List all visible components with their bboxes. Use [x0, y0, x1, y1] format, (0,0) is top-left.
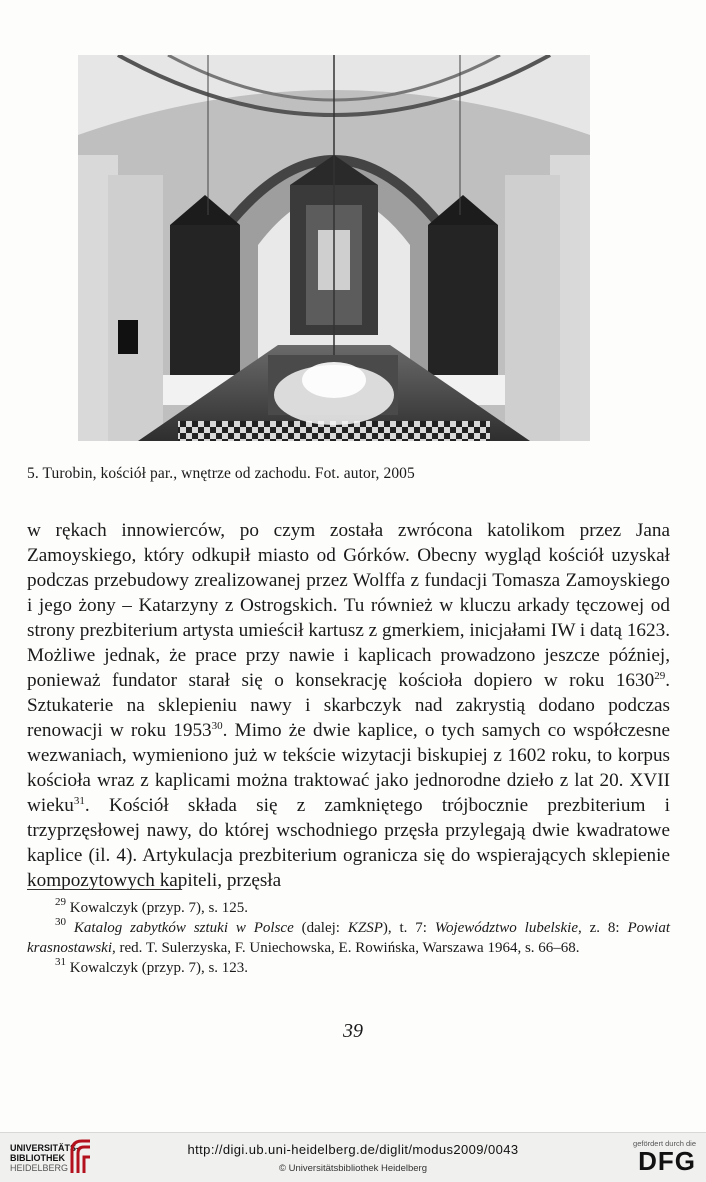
body-paragraph: [27, 518, 670, 893]
footnote-number-29: 29: [55, 896, 66, 908]
figure-caption: 5. Turobin, kościół par., wnętrze od zachodu. Fot. autor, 2005: [27, 465, 415, 482]
library-name-line-3: HEIDELBERG: [10, 1163, 69, 1173]
funded-by-label: gefördert durch die: [633, 1139, 696, 1148]
body-text-part-3: . Mimo że dwie kaplice, o tych samych co współczesne wezwaniach, wymieniono już w tekście wizytacji biskupiej z 1602 roku, to korpus kościoła wraz z kaplicami można traktować jako jednorodne dzieło z lat 20. XVII wieku: [27, 720, 670, 816]
copyright-notice: © Universitätsbibliothek Heidelberg: [279, 1163, 427, 1174]
footnote-29: [27, 898, 670, 918]
footnote-ref-31[interactable]: 31: [73, 795, 85, 807]
library-name-line-1: UNIVERSITÄTS-: [10, 1143, 80, 1153]
photo-drawing: [78, 55, 590, 441]
body-text-part-1: w rękach innowierców, po czym została zwrócona katolikom przez Jana Zamoyskiego, który odkupił miasto od Górków. Obecny wygląd kościół uzyskał podczas przebudowy zrealizowanej przez Wolffa z fundacji Tomasza Zamoyskiego i jego żony – Katarzyny z Ostrogskich. Tu również w kluczu arkady tęczowej od strony prezbiterium artysta umieścił kartusz z gmerkiem, inicjałami IW i datą 1623. Możliwe jednak, że prace przy nawie i kaplicach prowadzono jeszcze później, ponieważ fundator starał się o konsekrację kościoła dopiero w roku 1630: [27, 520, 670, 691]
footnote-30-text-c: , z. 8:: [578, 920, 628, 936]
footnote-30-text-d: , red. T. Sulerzyska, F. Uniechowska, E. Rowińska, Warszawa 1964, s. 66–68.: [112, 940, 580, 956]
page-number: 39: [343, 1020, 363, 1042]
body-text-part-2: . Sztukaterie na sklepieniu nawy i skarbczyk nad zakrystią dodano podczas renowacji w roku 1953: [27, 670, 670, 741]
dfg-wordmark: DFG: [638, 1146, 696, 1176]
footnote-31: [27, 958, 670, 978]
dfg-logo[interactable]: [633, 1139, 696, 1174]
footnote-30-title: Katalog zabytków sztuki w Polsce: [73, 920, 294, 936]
footnote-30-abbr: KZSP: [347, 920, 383, 936]
footnote-number-30: 30: [55, 916, 66, 928]
footnote-ref-30[interactable]: 30: [211, 720, 223, 732]
footnote-30-text-b: ), t. 7:: [382, 920, 435, 936]
footnote-divider: [27, 889, 182, 890]
footnote-29-text: Kowalczyk (przyp. 7), s. 125.: [66, 900, 249, 916]
footnote-30-part: Powiat krasnostawski: [27, 920, 670, 956]
body-text-part-4: . Kościół składa się z zamkniętego trójbocznie prezbiterium i trzyprzęsłowej nawy, do której wschodniego przęsła przylegają dwie kwadratowe kaplice (il. 4). Artykulacja prezbiterium ogranicza się do wspierających sklepienie kompozytowych kapiteli, przęsła: [27, 795, 670, 891]
footnote-30-text-a: (dalej:: [293, 920, 348, 936]
viewer-footer: [0, 1132, 706, 1182]
footnote-number-31: 31: [55, 956, 66, 968]
footnotes: [27, 898, 670, 978]
library-name-line-2: BIBLIOTHEK: [10, 1153, 65, 1163]
document-url-link[interactable]: http://digi.ub.uni-heidelberg.de/diglit/modus2009/0043: [187, 1142, 519, 1157]
footnote-ref-29[interactable]: 29: [654, 670, 666, 682]
footnote-31-text: Kowalczyk (przyp. 7), s. 123.: [66, 960, 249, 976]
footnote-30-volume: Województwo lubelskie: [434, 920, 578, 936]
footnote-30: [27, 918, 670, 958]
church-interior-photo: [78, 55, 590, 441]
